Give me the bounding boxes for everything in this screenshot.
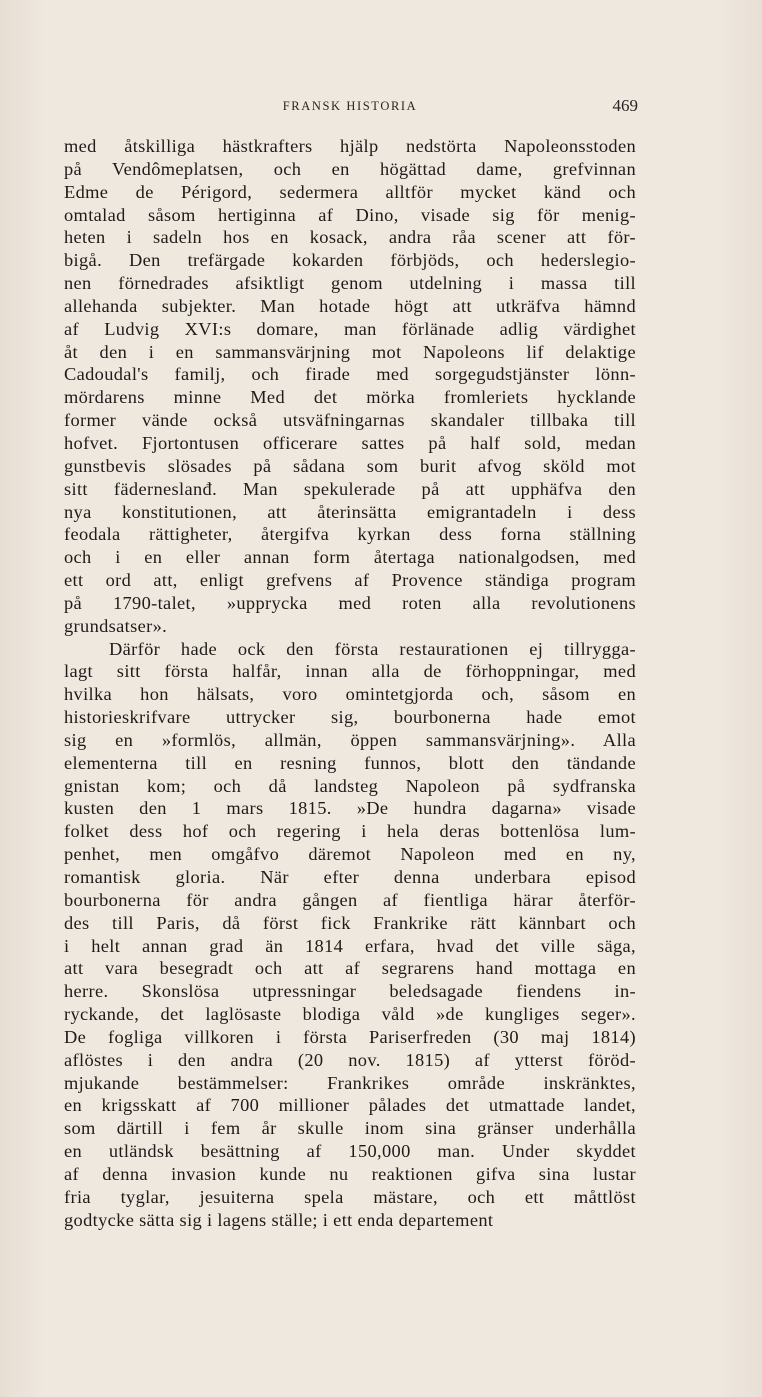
text-line: på 1790-talet, »upprycka med roten alla revolutionens bbox=[64, 592, 636, 613]
text-line: fria tyglar, jesuiterna spela mästare, och ett måttlöst bbox=[64, 1186, 636, 1207]
text-line: af denna invasion kunde nu reaktionen gifva sina lustar bbox=[64, 1163, 636, 1184]
text-line: bourbonerna för andra gången af fientliga härar återför- bbox=[64, 889, 636, 910]
text-line: lagt sitt första halfår, innan alla de förhoppningar, med bbox=[64, 661, 636, 682]
text-line: Cadoudal's familj, och firade med sorgegudstjänster lönn- bbox=[64, 364, 636, 385]
text-line: historieskrifvare uttrycker sig, bourbonerna hade emot bbox=[64, 707, 636, 728]
text-line: nen förnedrades afsiktligt genom utdelning i massa till bbox=[64, 273, 636, 294]
text-line: hvilka hon hälsats, voro omintetgjorda och, såsom en bbox=[64, 684, 636, 705]
text-line: elementerna till en resning funnos, blott den tändande bbox=[64, 752, 636, 773]
text-line: mjukande bestämmelser: Frankrikes område inskränktes, bbox=[64, 1072, 636, 1093]
text-line: på Vendômeplatsen, och en högättad dame, grefvinnan bbox=[64, 158, 636, 179]
text-line: gnistan kom; och då landsteg Napoleon på sydfranska bbox=[64, 775, 636, 796]
text-line: penhet, men omgåfvo däremot Napoleon med en ny, bbox=[64, 844, 636, 865]
text-line: som därtill i fem år skulle inom sina gränser underhålla bbox=[64, 1118, 636, 1139]
text-line: gunstbevis slösades på sådana som burit afvog sköld mot bbox=[64, 455, 636, 476]
text-line: en utländsk besättning af 150,000 man. Under skyddet bbox=[64, 1141, 636, 1162]
text-line: sig en »formlös, allmän, öppen sammansvärjning». Alla bbox=[64, 729, 636, 750]
text-line: Därför hade ock den första restaurationen ej tillrygga- bbox=[109, 638, 636, 659]
page-number: 469 bbox=[612, 96, 638, 115]
text-line: med åtskilliga hästkrafters hjälp nedstörta Napoleonsstoden bbox=[64, 136, 636, 156]
text-line: des till Paris, då först fick Frankrike rätt kännbart och bbox=[64, 912, 636, 933]
text-line: i helt annan grad än 1814 erfara, hvad det ville säga, bbox=[64, 935, 636, 956]
paragraph bbox=[64, 638, 636, 1232]
text-line: ryckande, det laglösaste blodiga våld »de kungliges seger». bbox=[64, 1004, 636, 1025]
text-line: Edme de Périgord, sedermera alltför mycket känd och bbox=[64, 181, 636, 202]
text-line: feodala rättigheter, återgifva kyrkan dess forna ställning bbox=[64, 524, 636, 545]
text-line: allehanda subjekter. Man hotade högt att utkräfva hämnd bbox=[64, 295, 636, 316]
text-line: heten i sadeln hos en kosack, andra råa scener att för- bbox=[64, 227, 636, 248]
text-line: af Ludvig XVI:s domare, man förlänade adlig värdighet bbox=[64, 318, 636, 339]
text-line: och i en eller annan form återtaga nationalgodsen, med bbox=[64, 547, 636, 568]
page-header bbox=[64, 96, 636, 120]
text-line: omtalad såsom hertiginna af Dino, visade sig för menig- bbox=[64, 204, 636, 225]
text-line: godtycke sätta sig i lagens ställe; i ett enda departement bbox=[64, 1209, 494, 1230]
text-line: bigå. Den trefärgade kokarden förbjöds, och hederslegio- bbox=[64, 250, 636, 271]
text-line: kusten den 1 mars 1815. »De hundra dagarna» visade bbox=[64, 798, 636, 819]
body-text bbox=[64, 135, 636, 1232]
text-line: romantisk gloria. När efter denna underbara episod bbox=[64, 867, 636, 887]
text-line: hofvet. Fjortontusen officerare sattes på half sold, medan bbox=[64, 432, 636, 453]
text-line: De fogliga villkoren i första Pariserfreden (30 maj 1814) bbox=[64, 1026, 636, 1047]
text-line: en krigsskatt af 700 millioner pålades det utmattade landet, bbox=[64, 1095, 636, 1116]
text-line: att vara besegradt och att af segrarens hand mottaga en bbox=[64, 958, 636, 979]
text-line: nya konstitutionen, att återinsätta emigrantadeln i dess bbox=[64, 501, 636, 522]
paragraph bbox=[64, 135, 636, 638]
text-line: åt den i en sammansvärjning mot Napoleons lif delaktige bbox=[64, 341, 636, 362]
text-line: aflöstes i den andra (20 nov. 1815) af ytterst föröd- bbox=[64, 1049, 636, 1070]
text-line: sitt fäderneslanđ. Man spekulerade på att upphäfva den bbox=[64, 478, 636, 499]
text-line: folket dess hof och regering i hela deras bottenlösa lum- bbox=[64, 821, 636, 842]
text-line: former vände också utsväfningarnas skandaler tillbaka till bbox=[64, 410, 636, 431]
running-title: FRANSK HISTORIA bbox=[282, 99, 418, 113]
text-line: mördarens minne Med det mörka fromleriets hycklande bbox=[64, 387, 636, 408]
text-line: grundsatser». bbox=[64, 615, 168, 636]
text-line: herre. Skonslösa utpressningar beledsagade fiendens in- bbox=[64, 981, 636, 1002]
text-line: ett ord att, enligt grefvens af Provence ständiga program bbox=[64, 570, 636, 591]
